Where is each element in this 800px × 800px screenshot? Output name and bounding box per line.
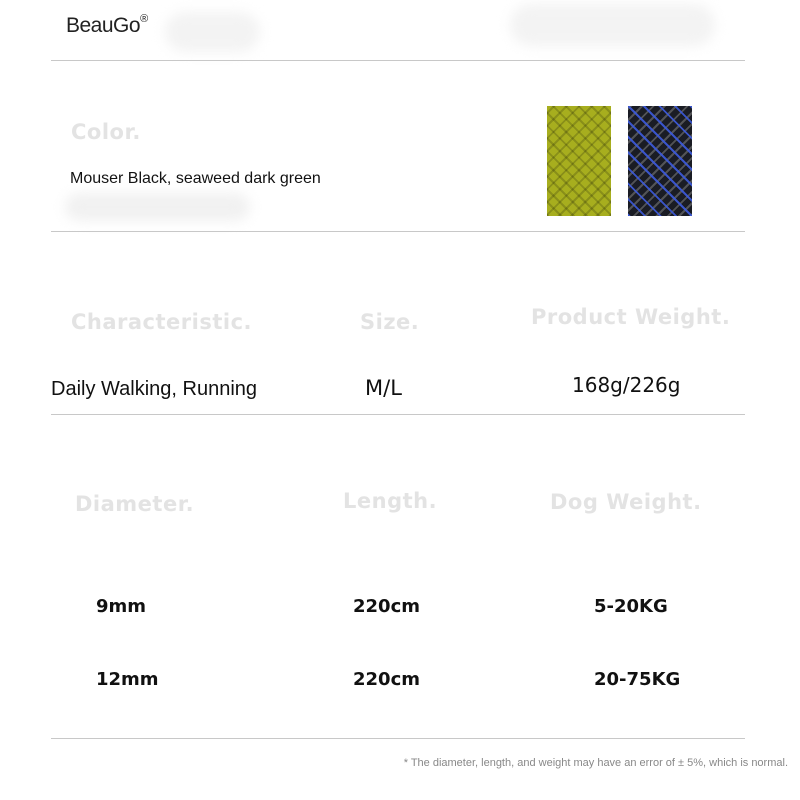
divider [51, 60, 745, 61]
characteristic-value: Daily Walking, Running [51, 378, 258, 400]
table-cell-diameter: 12mm [96, 669, 159, 690]
size-label: Size. [360, 310, 420, 334]
brand-name: BeauGo [66, 14, 141, 37]
blurred-color-text [65, 193, 250, 221]
footnote: * The diameter, length, and weight may have an error of ± 5%, which is normal. [403, 757, 788, 769]
color-label: Color. [71, 120, 141, 144]
dog-weight-header: Dog Weight. [550, 490, 702, 514]
length-header: Length. [343, 489, 438, 513]
registered-mark: ® [140, 13, 148, 25]
brand-logo [66, 14, 148, 38]
table-cell-length: 220cm [353, 669, 420, 690]
color-value: Mouser Black, seaweed dark green [70, 170, 321, 187]
product-weight-label: Product Weight. [531, 305, 731, 329]
blurred-header-text [165, 12, 260, 52]
product-weight-value: 168g/226g [572, 373, 681, 397]
size-value: M/L [365, 376, 402, 400]
table-cell-diameter: 9mm [96, 596, 147, 617]
characteristic-label: Characteristic. [71, 310, 253, 334]
divider [51, 738, 745, 739]
divider [51, 414, 745, 415]
diameter-header: Diameter. [75, 492, 195, 516]
divider [51, 231, 745, 232]
table-cell-dog-weight: 5-20KG [594, 596, 668, 617]
table-cell-dog-weight: 20-75KG [594, 669, 681, 690]
blurred-header-image [510, 4, 715, 46]
swatch-mouser-black [628, 106, 692, 216]
table-cell-length: 220cm [353, 596, 420, 617]
swatch-seaweed-dark-green [547, 106, 611, 216]
